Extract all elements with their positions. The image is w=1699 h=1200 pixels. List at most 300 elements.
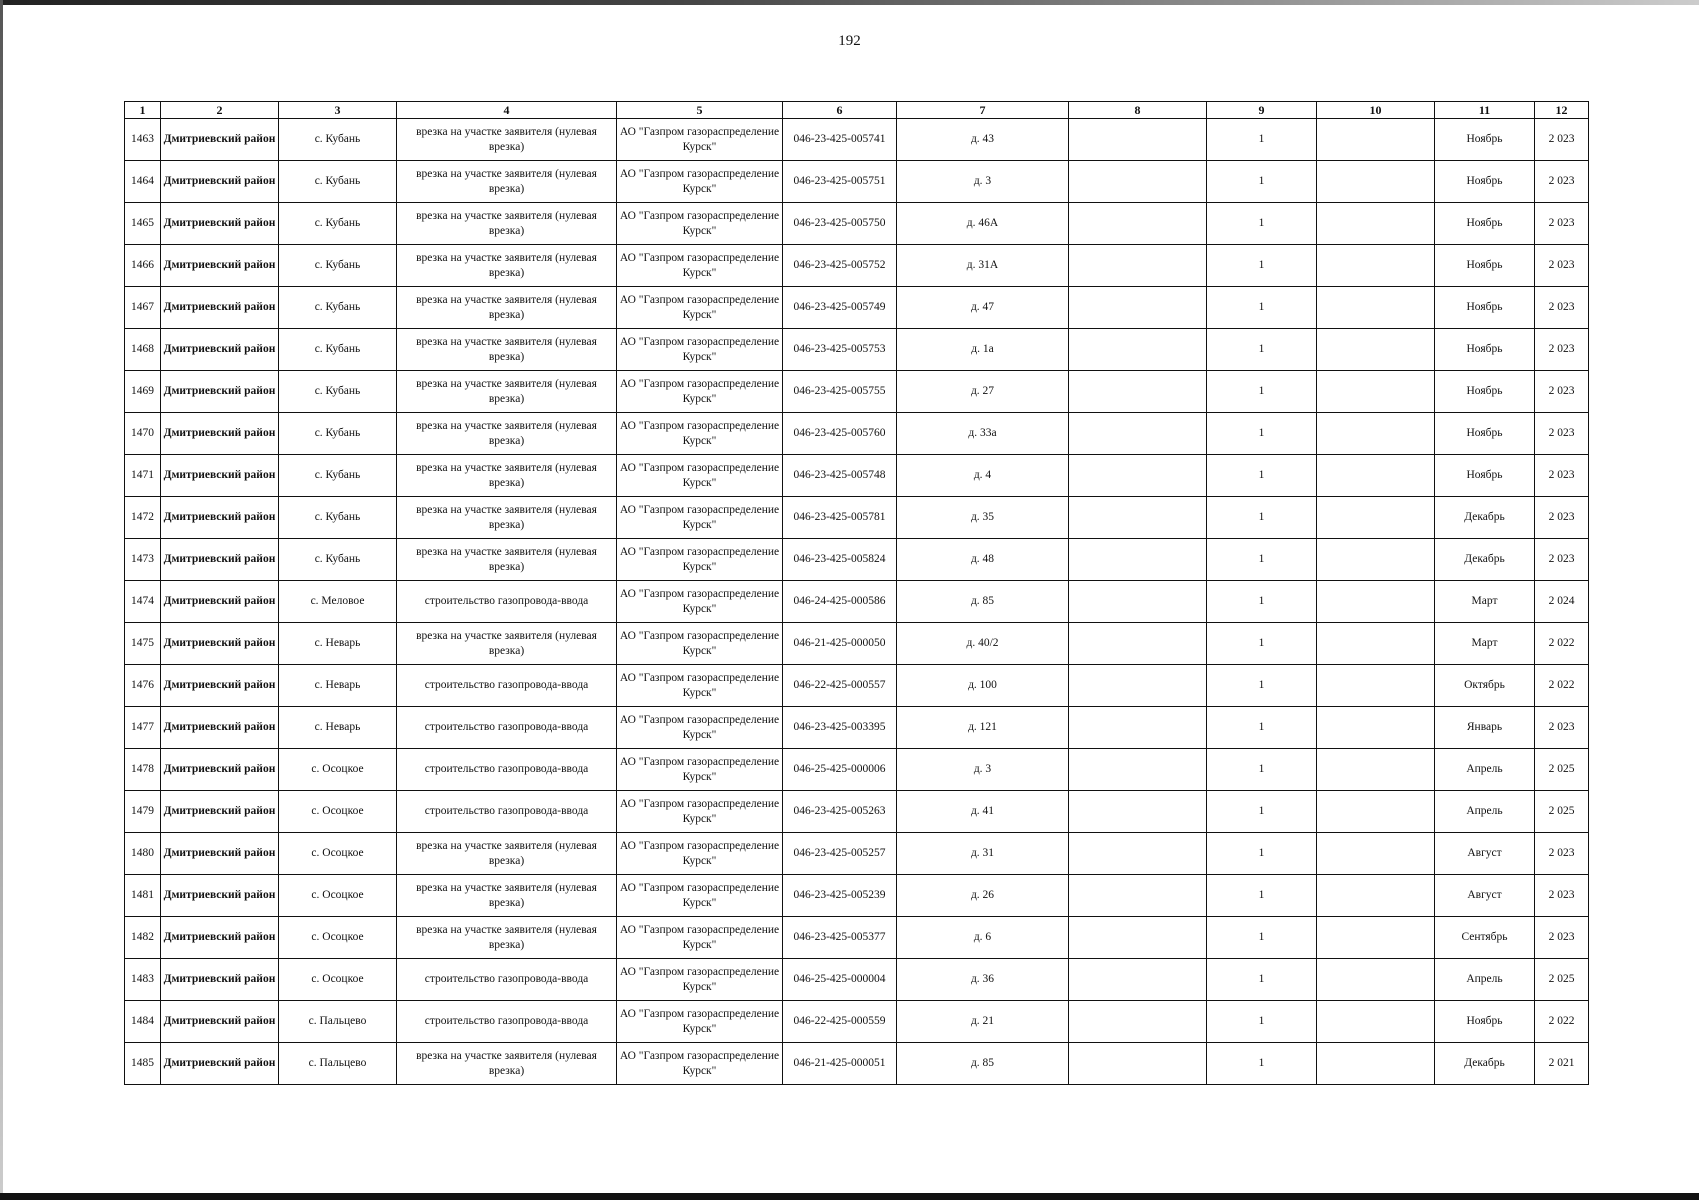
cell-application-number: 046-23-425-005824 [783, 539, 897, 581]
cell-application-number: 046-22-425-000559 [783, 1001, 897, 1043]
cell-col-8 [1069, 665, 1207, 707]
cell-year: 2 025 [1535, 791, 1589, 833]
cell-col-8 [1069, 1043, 1207, 1085]
cell-house: д. 1а [897, 329, 1069, 371]
cell-year: 2 023 [1535, 413, 1589, 455]
cell-quantity: 1 [1207, 791, 1317, 833]
cell-application-number: 046-23-425-005750 [783, 203, 897, 245]
cell-organization: АО "Газпром газораспределение Курск" [617, 287, 783, 329]
cell-month: Ноябрь [1435, 371, 1535, 413]
cell-work-type: врезка на участке заявителя (нулевая врезка) [397, 287, 617, 329]
cell-organization: АО "Газпром газораспределение Курск" [617, 665, 783, 707]
cell-col-10 [1317, 791, 1435, 833]
cell-application-number: 046-23-425-005239 [783, 875, 897, 917]
cell-work-type: врезка на участке заявителя (нулевая врезка) [397, 539, 617, 581]
cell-district: Дмитриевский район [161, 833, 279, 875]
cell-work-type: строительство газопровода-ввода [397, 959, 617, 1001]
cell-year: 2 021 [1535, 1043, 1589, 1085]
cell-settlement: с. Меловое [279, 581, 397, 623]
cell-settlement: с. Осоцкое [279, 875, 397, 917]
cell-year: 2 023 [1535, 833, 1589, 875]
scan-edge-top [0, 0, 1699, 5]
cell-row-number: 1463 [125, 119, 161, 161]
cell-district: Дмитриевский район [161, 203, 279, 245]
cell-application-number: 046-23-425-005749 [783, 287, 897, 329]
cell-quantity: 1 [1207, 665, 1317, 707]
header-col-11: 11 [1435, 102, 1535, 119]
cell-col-10 [1317, 497, 1435, 539]
cell-row-number: 1477 [125, 707, 161, 749]
header-col-7: 7 [897, 102, 1069, 119]
cell-col-8 [1069, 749, 1207, 791]
cell-application-number: 046-23-425-005263 [783, 791, 897, 833]
cell-col-8 [1069, 455, 1207, 497]
table-row [125, 707, 1589, 749]
cell-organization: АО "Газпром газораспределение Курск" [617, 623, 783, 665]
table-row [125, 119, 1589, 161]
cell-organization: АО "Газпром газораспределение Курск" [617, 203, 783, 245]
cell-work-type: врезка на участке заявителя (нулевая врезка) [397, 623, 617, 665]
cell-month: Октябрь [1435, 665, 1535, 707]
cell-house: д. 31 [897, 833, 1069, 875]
cell-month: Ноябрь [1435, 161, 1535, 203]
cell-settlement: с. Кубань [279, 203, 397, 245]
cell-house: д. 4 [897, 455, 1069, 497]
cell-month: Ноябрь [1435, 287, 1535, 329]
cell-year: 2 023 [1535, 917, 1589, 959]
cell-organization: АО "Газпром газораспределение Курск" [617, 245, 783, 287]
cell-district: Дмитриевский район [161, 455, 279, 497]
cell-settlement: с. Кубань [279, 119, 397, 161]
table-row [125, 875, 1589, 917]
cell-col-8 [1069, 203, 1207, 245]
cell-settlement: с. Осоцкое [279, 749, 397, 791]
cell-application-number: 046-22-425-000557 [783, 665, 897, 707]
cell-col-10 [1317, 623, 1435, 665]
cell-house: д. 27 [897, 371, 1069, 413]
cell-year: 2 023 [1535, 539, 1589, 581]
cell-col-8 [1069, 539, 1207, 581]
cell-settlement: с. Осоцкое [279, 959, 397, 1001]
cell-work-type: врезка на участке заявителя (нулевая врезка) [397, 1043, 617, 1085]
cell-quantity: 1 [1207, 455, 1317, 497]
cell-organization: АО "Газпром газораспределение Курск" [617, 455, 783, 497]
cell-col-8 [1069, 875, 1207, 917]
cell-year: 2 023 [1535, 161, 1589, 203]
cell-col-10 [1317, 707, 1435, 749]
cell-district: Дмитриевский район [161, 1001, 279, 1043]
cell-quantity: 1 [1207, 497, 1317, 539]
cell-organization: АО "Газпром газораспределение Курск" [617, 1001, 783, 1043]
cell-month: Апрель [1435, 749, 1535, 791]
cell-work-type: врезка на участке заявителя (нулевая врезка) [397, 371, 617, 413]
header-col-10: 10 [1317, 102, 1435, 119]
cell-organization: АО "Газпром газораспределение Курск" [617, 1043, 783, 1085]
cell-house: д. 35 [897, 497, 1069, 539]
cell-house: д. 85 [897, 1043, 1069, 1085]
cell-quantity: 1 [1207, 875, 1317, 917]
cell-col-8 [1069, 371, 1207, 413]
cell-district: Дмитриевский район [161, 791, 279, 833]
cell-district: Дмитриевский район [161, 287, 279, 329]
cell-year: 2 022 [1535, 1001, 1589, 1043]
cell-application-number: 046-23-425-005752 [783, 245, 897, 287]
cell-district: Дмитриевский район [161, 749, 279, 791]
cell-settlement: с. Кубань [279, 455, 397, 497]
cell-house: д. 100 [897, 665, 1069, 707]
table-row [125, 203, 1589, 245]
cell-col-10 [1317, 539, 1435, 581]
cell-organization: АО "Газпром газораспределение Курск" [617, 581, 783, 623]
cell-house: д. 85 [897, 581, 1069, 623]
cell-col-8 [1069, 833, 1207, 875]
cell-col-10 [1317, 245, 1435, 287]
table-row [125, 539, 1589, 581]
cell-col-8 [1069, 917, 1207, 959]
cell-year: 2 023 [1535, 371, 1589, 413]
cell-col-8 [1069, 707, 1207, 749]
cell-settlement: с. Кубань [279, 539, 397, 581]
cell-organization: АО "Газпром газораспределение Курск" [617, 329, 783, 371]
cell-year: 2 023 [1535, 329, 1589, 371]
cell-row-number: 1476 [125, 665, 161, 707]
cell-quantity: 1 [1207, 749, 1317, 791]
cell-col-8 [1069, 413, 1207, 455]
cell-col-10 [1317, 749, 1435, 791]
cell-house: д. 33а [897, 413, 1069, 455]
cell-quantity: 1 [1207, 623, 1317, 665]
table-row [125, 959, 1589, 1001]
table-row [125, 791, 1589, 833]
cell-quantity: 1 [1207, 161, 1317, 203]
cell-organization: АО "Газпром газораспределение Курск" [617, 413, 783, 455]
cell-year: 2 023 [1535, 245, 1589, 287]
table-row [125, 161, 1589, 203]
cell-col-8 [1069, 329, 1207, 371]
cell-quantity: 1 [1207, 917, 1317, 959]
cell-organization: АО "Газпром газораспределение Курск" [617, 917, 783, 959]
cell-work-type: строительство газопровода-ввода [397, 665, 617, 707]
table-row [125, 497, 1589, 539]
cell-organization: АО "Газпром газораспределение Курск" [617, 371, 783, 413]
cell-house: д. 31А [897, 245, 1069, 287]
cell-settlement: с. Кубань [279, 329, 397, 371]
cell-quantity: 1 [1207, 581, 1317, 623]
cell-year: 2 022 [1535, 623, 1589, 665]
cell-settlement: с. Кубань [279, 413, 397, 455]
table-row [125, 413, 1589, 455]
table-row [125, 833, 1589, 875]
cell-house: д. 26 [897, 875, 1069, 917]
cell-month: Ноябрь [1435, 245, 1535, 287]
cell-year: 2 023 [1535, 707, 1589, 749]
cell-row-number: 1468 [125, 329, 161, 371]
cell-year: 2 024 [1535, 581, 1589, 623]
cell-work-type: врезка на участке заявителя (нулевая врезка) [397, 203, 617, 245]
cell-application-number: 046-21-425-000050 [783, 623, 897, 665]
cell-work-type: врезка на участке заявителя (нулевая врезка) [397, 245, 617, 287]
cell-work-type: строительство газопровода-ввода [397, 791, 617, 833]
table-row [125, 455, 1589, 497]
cell-house: д. 3 [897, 161, 1069, 203]
cell-work-type: строительство газопровода-ввода [397, 1001, 617, 1043]
cell-organization: АО "Газпром газораспределение Курск" [617, 791, 783, 833]
cell-quantity: 1 [1207, 1001, 1317, 1043]
table-row [125, 371, 1589, 413]
cell-work-type: врезка на участке заявителя (нулевая врезка) [397, 917, 617, 959]
cell-house: д. 46А [897, 203, 1069, 245]
cell-col-10 [1317, 287, 1435, 329]
cell-work-type: строительство газопровода-ввода [397, 749, 617, 791]
cell-work-type: врезка на участке заявителя (нулевая врезка) [397, 413, 617, 455]
cell-settlement: с. Пальцево [279, 1001, 397, 1043]
cell-house: д. 6 [897, 917, 1069, 959]
cell-month: Ноябрь [1435, 119, 1535, 161]
cell-application-number: 046-23-425-003395 [783, 707, 897, 749]
cell-settlement: с. Пальцево [279, 1043, 397, 1085]
cell-col-8 [1069, 623, 1207, 665]
cell-month: Декабрь [1435, 539, 1535, 581]
cell-settlement: с. Осоцкое [279, 791, 397, 833]
cell-organization: АО "Газпром газораспределение Курск" [617, 497, 783, 539]
cell-organization: АО "Газпром газораспределение Курск" [617, 161, 783, 203]
cell-col-10 [1317, 161, 1435, 203]
cell-col-10 [1317, 203, 1435, 245]
cell-organization: АО "Газпром газораспределение Курск" [617, 749, 783, 791]
cell-row-number: 1467 [125, 287, 161, 329]
cell-organization: АО "Газпром газораспределение Курск" [617, 119, 783, 161]
cell-quantity: 1 [1207, 371, 1317, 413]
cell-work-type: строительство газопровода-ввода [397, 707, 617, 749]
cell-row-number: 1481 [125, 875, 161, 917]
cell-row-number: 1484 [125, 1001, 161, 1043]
cell-application-number: 046-21-425-000051 [783, 1043, 897, 1085]
cell-quantity: 1 [1207, 245, 1317, 287]
cell-district: Дмитриевский район [161, 413, 279, 455]
cell-col-8 [1069, 287, 1207, 329]
table-row [125, 581, 1589, 623]
table-row [125, 287, 1589, 329]
cell-work-type: строительство газопровода-ввода [397, 581, 617, 623]
cell-col-8 [1069, 497, 1207, 539]
cell-settlement: с. Кубань [279, 161, 397, 203]
cell-col-8 [1069, 161, 1207, 203]
cell-month: Ноябрь [1435, 1001, 1535, 1043]
cell-row-number: 1479 [125, 791, 161, 833]
page-number: 192 [838, 33, 861, 49]
cell-row-number: 1465 [125, 203, 161, 245]
cell-col-8 [1069, 791, 1207, 833]
cell-year: 2 023 [1535, 497, 1589, 539]
cell-house: д. 36 [897, 959, 1069, 1001]
cell-district: Дмитриевский район [161, 917, 279, 959]
cell-year: 2 023 [1535, 287, 1589, 329]
cell-row-number: 1475 [125, 623, 161, 665]
cell-district: Дмитриевский район [161, 161, 279, 203]
cell-col-8 [1069, 245, 1207, 287]
header-col-6: 6 [783, 102, 897, 119]
cell-settlement: с. Осоцкое [279, 917, 397, 959]
cell-quantity: 1 [1207, 413, 1317, 455]
cell-row-number: 1474 [125, 581, 161, 623]
cell-quantity: 1 [1207, 287, 1317, 329]
table-row [125, 917, 1589, 959]
cell-settlement: с. Неварь [279, 665, 397, 707]
cell-col-10 [1317, 665, 1435, 707]
table-row [125, 1001, 1589, 1043]
cell-col-10 [1317, 329, 1435, 371]
cell-year: 2 025 [1535, 749, 1589, 791]
cell-month: Март [1435, 623, 1535, 665]
table-row [125, 665, 1589, 707]
cell-district: Дмитриевский район [161, 875, 279, 917]
table-row [125, 1043, 1589, 1085]
cell-district: Дмитриевский район [161, 329, 279, 371]
cell-quantity: 1 [1207, 833, 1317, 875]
cell-application-number: 046-23-425-005751 [783, 161, 897, 203]
cell-application-number: 046-25-425-000006 [783, 749, 897, 791]
cell-quantity: 1 [1207, 203, 1317, 245]
header-row [125, 102, 1589, 119]
cell-organization: АО "Газпром газораспределение Курск" [617, 833, 783, 875]
cell-year: 2 023 [1535, 203, 1589, 245]
cell-house: д. 21 [897, 1001, 1069, 1043]
cell-month: Апрель [1435, 959, 1535, 1001]
table-row [125, 329, 1589, 371]
cell-month: Август [1435, 875, 1535, 917]
cell-row-number: 1471 [125, 455, 161, 497]
cell-application-number: 046-23-425-005755 [783, 371, 897, 413]
cell-row-number: 1480 [125, 833, 161, 875]
scan-edge-left [0, 0, 3, 1200]
cell-col-10 [1317, 371, 1435, 413]
cell-col-10 [1317, 875, 1435, 917]
header-col-1: 1 [125, 102, 161, 119]
cell-col-8 [1069, 1001, 1207, 1043]
cell-settlement: с. Кубань [279, 287, 397, 329]
cell-quantity: 1 [1207, 119, 1317, 161]
cell-row-number: 1470 [125, 413, 161, 455]
cell-application-number: 046-23-425-005781 [783, 497, 897, 539]
header-col-9: 9 [1207, 102, 1317, 119]
cell-row-number: 1485 [125, 1043, 161, 1085]
cell-quantity: 1 [1207, 707, 1317, 749]
cell-house: д. 121 [897, 707, 1069, 749]
cell-house: д. 47 [897, 287, 1069, 329]
cell-application-number: 046-23-425-005748 [783, 455, 897, 497]
cell-month: Ноябрь [1435, 329, 1535, 371]
cell-application-number: 046-23-425-005741 [783, 119, 897, 161]
cell-col-8 [1069, 581, 1207, 623]
cell-district: Дмитриевский район [161, 1043, 279, 1085]
header-col-3: 3 [279, 102, 397, 119]
cell-year: 2 022 [1535, 665, 1589, 707]
cell-row-number: 1482 [125, 917, 161, 959]
cell-organization: АО "Газпром газораспределение Курск" [617, 539, 783, 581]
cell-year: 2 023 [1535, 455, 1589, 497]
cell-work-type: врезка на участке заявителя (нулевая врезка) [397, 161, 617, 203]
cell-quantity: 1 [1207, 1043, 1317, 1085]
table-body [125, 119, 1589, 1085]
cell-work-type: врезка на участке заявителя (нулевая врезка) [397, 875, 617, 917]
cell-col-10 [1317, 119, 1435, 161]
cell-organization: АО "Газпром газораспределение Курск" [617, 707, 783, 749]
cell-settlement: с. Кубань [279, 497, 397, 539]
cell-month: Декабрь [1435, 497, 1535, 539]
cell-col-8 [1069, 959, 1207, 1001]
cell-district: Дмитриевский район [161, 497, 279, 539]
header-col-2: 2 [161, 102, 279, 119]
header-col-8: 8 [1069, 102, 1207, 119]
cell-district: Дмитриевский район [161, 959, 279, 1001]
cell-quantity: 1 [1207, 539, 1317, 581]
cell-work-type: врезка на участке заявителя (нулевая врезка) [397, 833, 617, 875]
cell-year: 2 023 [1535, 875, 1589, 917]
cell-row-number: 1483 [125, 959, 161, 1001]
cell-col-10 [1317, 917, 1435, 959]
cell-month: Ноябрь [1435, 413, 1535, 455]
cell-organization: АО "Газпром газораспределение Курск" [617, 875, 783, 917]
cell-col-10 [1317, 959, 1435, 1001]
cell-district: Дмитриевский район [161, 581, 279, 623]
cell-month: Январь [1435, 707, 1535, 749]
cell-application-number: 046-25-425-000004 [783, 959, 897, 1001]
cell-work-type: врезка на участке заявителя (нулевая врезка) [397, 497, 617, 539]
cell-application-number: 046-23-425-005257 [783, 833, 897, 875]
cell-month: Ноябрь [1435, 455, 1535, 497]
table-row [125, 245, 1589, 287]
cell-quantity: 1 [1207, 329, 1317, 371]
cell-month: Март [1435, 581, 1535, 623]
cell-settlement: с. Осоцкое [279, 833, 397, 875]
cell-application-number: 046-23-425-005377 [783, 917, 897, 959]
cell-quantity: 1 [1207, 959, 1317, 1001]
cell-year: 2 023 [1535, 119, 1589, 161]
cell-settlement: с. Кубань [279, 245, 397, 287]
cell-settlement: с. Кубань [279, 371, 397, 413]
cell-organization: АО "Газпром газораспределение Курск" [617, 959, 783, 1001]
cell-row-number: 1473 [125, 539, 161, 581]
cell-col-8 [1069, 119, 1207, 161]
cell-month: Декабрь [1435, 1043, 1535, 1085]
header-col-5: 5 [617, 102, 783, 119]
header-col-12: 12 [1535, 102, 1589, 119]
cell-district: Дмитриевский район [161, 245, 279, 287]
cell-work-type: врезка на участке заявителя (нулевая врезка) [397, 455, 617, 497]
cell-row-number: 1466 [125, 245, 161, 287]
cell-row-number: 1464 [125, 161, 161, 203]
cell-district: Дмитриевский район [161, 623, 279, 665]
cell-col-10 [1317, 581, 1435, 623]
cell-application-number: 046-23-425-005760 [783, 413, 897, 455]
cell-col-10 [1317, 455, 1435, 497]
cell-year: 2 025 [1535, 959, 1589, 1001]
cell-house: д. 3 [897, 749, 1069, 791]
cell-work-type: врезка на участке заявителя (нулевая врезка) [397, 119, 617, 161]
cell-row-number: 1472 [125, 497, 161, 539]
cell-settlement: с. Неварь [279, 707, 397, 749]
cell-house: д. 43 [897, 119, 1069, 161]
cell-application-number: 046-24-425-000586 [783, 581, 897, 623]
cell-col-10 [1317, 413, 1435, 455]
table-row [125, 749, 1589, 791]
cell-application-number: 046-23-425-005753 [783, 329, 897, 371]
table-row [125, 623, 1589, 665]
cell-row-number: 1478 [125, 749, 161, 791]
cell-house: д. 40/2 [897, 623, 1069, 665]
cell-house: д. 41 [897, 791, 1069, 833]
cell-month: Сентябрь [1435, 917, 1535, 959]
